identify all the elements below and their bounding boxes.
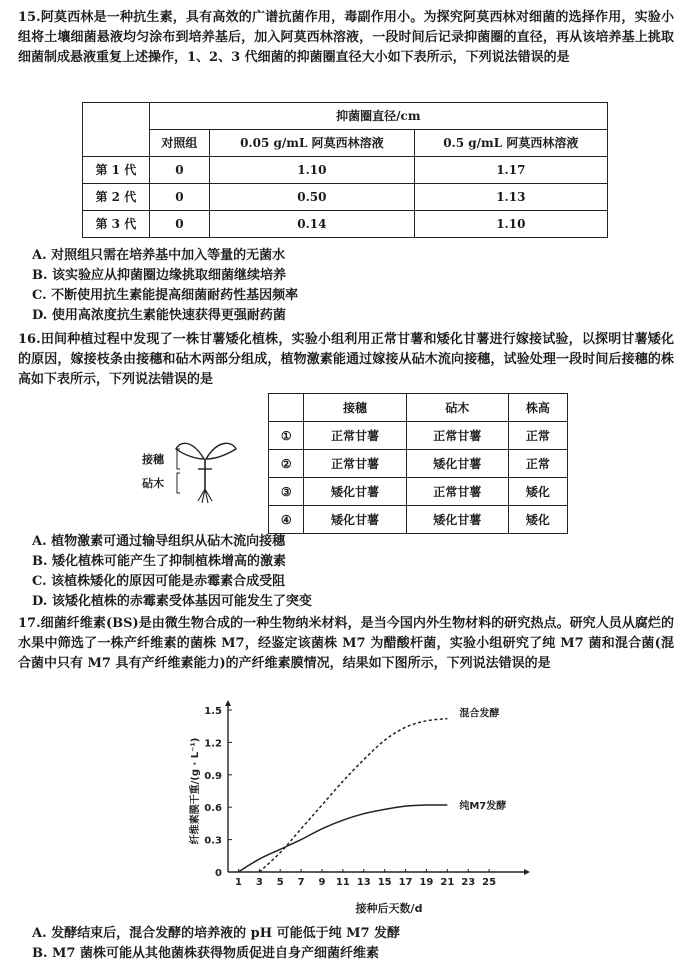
scion-label: 接穗 — [142, 453, 164, 466]
table-cell: 正常 — [508, 422, 567, 450]
question-17-text: 细菌纤维素(BS)是由微生物合成的一种生物纳米材料，是当今国内外生物材料的研究热点。研究人员从腐烂的水果中筛选了一株产纤维素的菌株 M7，经鉴定该菌株 M7 为醋酸杆菌，实验小组研究了纯 M7 菌和混合菌(混合菌中只有 M7 具有产纤维素能力)的产纤维素膜情况，结果如下图所示，下列说法错误的是 — [18, 616, 674, 671]
question-15-stem — [18, 8, 674, 68]
q16-col-header — [269, 394, 304, 422]
table-cell: 矮化甘薯 — [406, 450, 508, 478]
row-label: ③ — [269, 478, 304, 506]
x-tick-label: 15 — [377, 877, 392, 888]
option-b: B. 矮化植株可能产生了抑制植株增高的激素 — [32, 554, 287, 569]
row-label: 第 2 代 — [83, 184, 150, 211]
question-15-options — [18, 246, 674, 326]
q16-col-header: 株高 — [508, 394, 567, 422]
row-label: ④ — [269, 506, 304, 534]
table-cell: 矮化甘薯 — [304, 506, 406, 534]
y-axis-arrow-icon — [225, 700, 231, 706]
question-16-text: 田间种植过程中发现了一株甘薯矮化植株，实验小组利用正常甘薯和矮化甘薯进行嫁接试验，以探明甘薯矮化的原因，嫁接枝条由接穗和砧木两部分组成，植物激素能通过嫁接从砧木流向接穗，试验处理一段时间后接穗的株高如下表所示，下列说法错误的是 — [18, 332, 674, 387]
table-cell: 0.14 — [210, 211, 415, 238]
q15-table-corner — [83, 103, 150, 157]
q16-col-header: 砧木 — [406, 394, 508, 422]
fiber-yield-chart — [170, 700, 550, 925]
x-tick-label: 21 — [440, 877, 455, 888]
q15-table-group-header: 抑菌圈直径/cm — [149, 103, 607, 130]
q15-col-header: 0.5 g/mL 阿莫西林溶液 — [414, 130, 607, 157]
question-15-text: 阿莫西林是一种抗生素，具有高效的广谱抗菌作用，毒副作用小。为探究阿莫西林对细菌的选择作用，实验小组将土壤细菌悬液均匀涂布到培养基后，加入阿莫西林溶液，一段时间后记录抑菌圈的直径，再从该培养基上挑取细菌制成悬液重复上述操作，1、2、3 代细菌的抑菌圈直径大小如下表所示，下列说法错误的是 — [18, 10, 674, 65]
table-cell: 1.10 — [210, 157, 415, 184]
table-cell: 正常甘薯 — [304, 422, 406, 450]
y-tick-label: 0.9 — [204, 770, 222, 782]
x-tick-label: 11 — [335, 877, 350, 888]
option-c: C. 该植株矮化的原因可能是赤霉素合成受阻 — [32, 574, 286, 589]
x-axis-arrow-icon — [524, 869, 530, 875]
table-row — [269, 478, 568, 506]
q16-col-header: 接穗 — [304, 394, 406, 422]
table-cell: 矮化甘薯 — [304, 478, 406, 506]
question-16-stem — [18, 330, 674, 390]
table-cell: 1.13 — [414, 184, 607, 211]
table-row — [269, 450, 568, 478]
grafted-plant-icon — [140, 435, 240, 505]
table-cell: 正常甘薯 — [304, 450, 406, 478]
q16-table — [268, 393, 568, 534]
table-row — [83, 157, 608, 184]
table-cell: 0 — [149, 157, 209, 184]
x-tick-label: 17 — [398, 877, 413, 888]
table-cell: 1.17 — [414, 157, 607, 184]
rootstock-label: 砧木 — [142, 477, 164, 490]
y-tick-label: 1.5 — [204, 706, 222, 717]
q15-col-header: 0.05 g/mL 阿莫西林溶液 — [210, 130, 415, 157]
table-row — [269, 506, 568, 534]
question-17 — [18, 614, 674, 674]
line-chart-svg — [170, 700, 550, 925]
x-tick-label: 19 — [419, 877, 434, 888]
series-line-mixed — [259, 719, 447, 872]
option-a: A. 发酵结束后，混合发酵的培养液的 pH 可能低于纯 M7 发酵 — [32, 926, 401, 941]
row-label: ① — [269, 422, 304, 450]
option-b: B. M7 菌株可能从其他菌株获得物质促进自身产细菌纤维素 — [32, 946, 380, 961]
table-cell: 矮化甘薯 — [406, 506, 508, 534]
y-tick-label: 0.6 — [204, 803, 222, 815]
y-tick-label: 0.3 — [204, 835, 222, 847]
table-cell: 0.50 — [210, 184, 415, 211]
series-label-pure: 纯M7发酵 — [459, 801, 507, 813]
row-label: ② — [269, 450, 304, 478]
option-a: A. 植物激素可通过输导组织从砧木流向接穗 — [32, 534, 286, 549]
grafting-diagram — [140, 435, 240, 505]
y-tick-label: 1.2 — [204, 738, 222, 750]
x-tick-label: 9 — [318, 877, 326, 888]
table-row — [269, 422, 568, 450]
table-row — [83, 211, 608, 238]
table-cell: 0 — [149, 184, 209, 211]
option-c: C. 不断使用抗生素能提高细菌耐药性基因频率 — [32, 288, 299, 303]
q15-table — [82, 102, 608, 238]
series-label-mixed: 混合发酵 — [459, 708, 500, 720]
table-cell: 矮化 — [508, 478, 567, 506]
table-cell: 正常甘薯 — [406, 422, 508, 450]
q15-col-header: 对照组 — [149, 130, 209, 157]
option-d: D. 使用高浓度抗生素能快速获得更强耐药菌 — [32, 308, 286, 323]
table-row — [83, 184, 608, 211]
x-tick-label: 1 — [234, 877, 242, 888]
x-tick-label: 7 — [297, 877, 305, 888]
question-16 — [18, 330, 674, 390]
question-15-number: 15. — [18, 10, 41, 25]
table-cell: 矮化 — [508, 506, 567, 534]
x-tick-label: 13 — [356, 877, 371, 888]
y-tick-label: 0 — [215, 868, 222, 879]
option-a: A. 对照组只需在培养基中加入等量的无菌水 — [32, 248, 286, 263]
table-cell: 0 — [149, 211, 209, 238]
series-line-pure — [238, 805, 447, 872]
y-axis-label: 纤维素膜干重/(g · L⁻¹) — [190, 737, 201, 845]
x-tick-label: 25 — [482, 877, 497, 888]
option-d: D. 该矮化植株的赤霉素受体基因可能发生了突变 — [32, 594, 312, 609]
question-17-options — [18, 924, 674, 964]
table-cell: 正常甘薯 — [406, 478, 508, 506]
x-tick-label: 5 — [276, 877, 284, 888]
row-label: 第 3 代 — [83, 211, 150, 238]
question-16-number: 16. — [18, 332, 41, 347]
question-17-number: 17. — [18, 616, 41, 631]
question-15 — [18, 8, 674, 68]
table-cell: 正常 — [508, 450, 567, 478]
option-b: B. 该实验应从抑菌圈边缘挑取细菌继续培养 — [32, 268, 287, 283]
x-tick-label: 23 — [461, 877, 476, 888]
row-label: 第 1 代 — [83, 157, 150, 184]
question-17-stem — [18, 614, 674, 674]
question-16-options — [18, 532, 674, 612]
table-cell: 1.10 — [414, 211, 607, 238]
x-axis-label: 接种后天数/d — [355, 902, 423, 915]
x-tick-label: 3 — [255, 877, 263, 888]
